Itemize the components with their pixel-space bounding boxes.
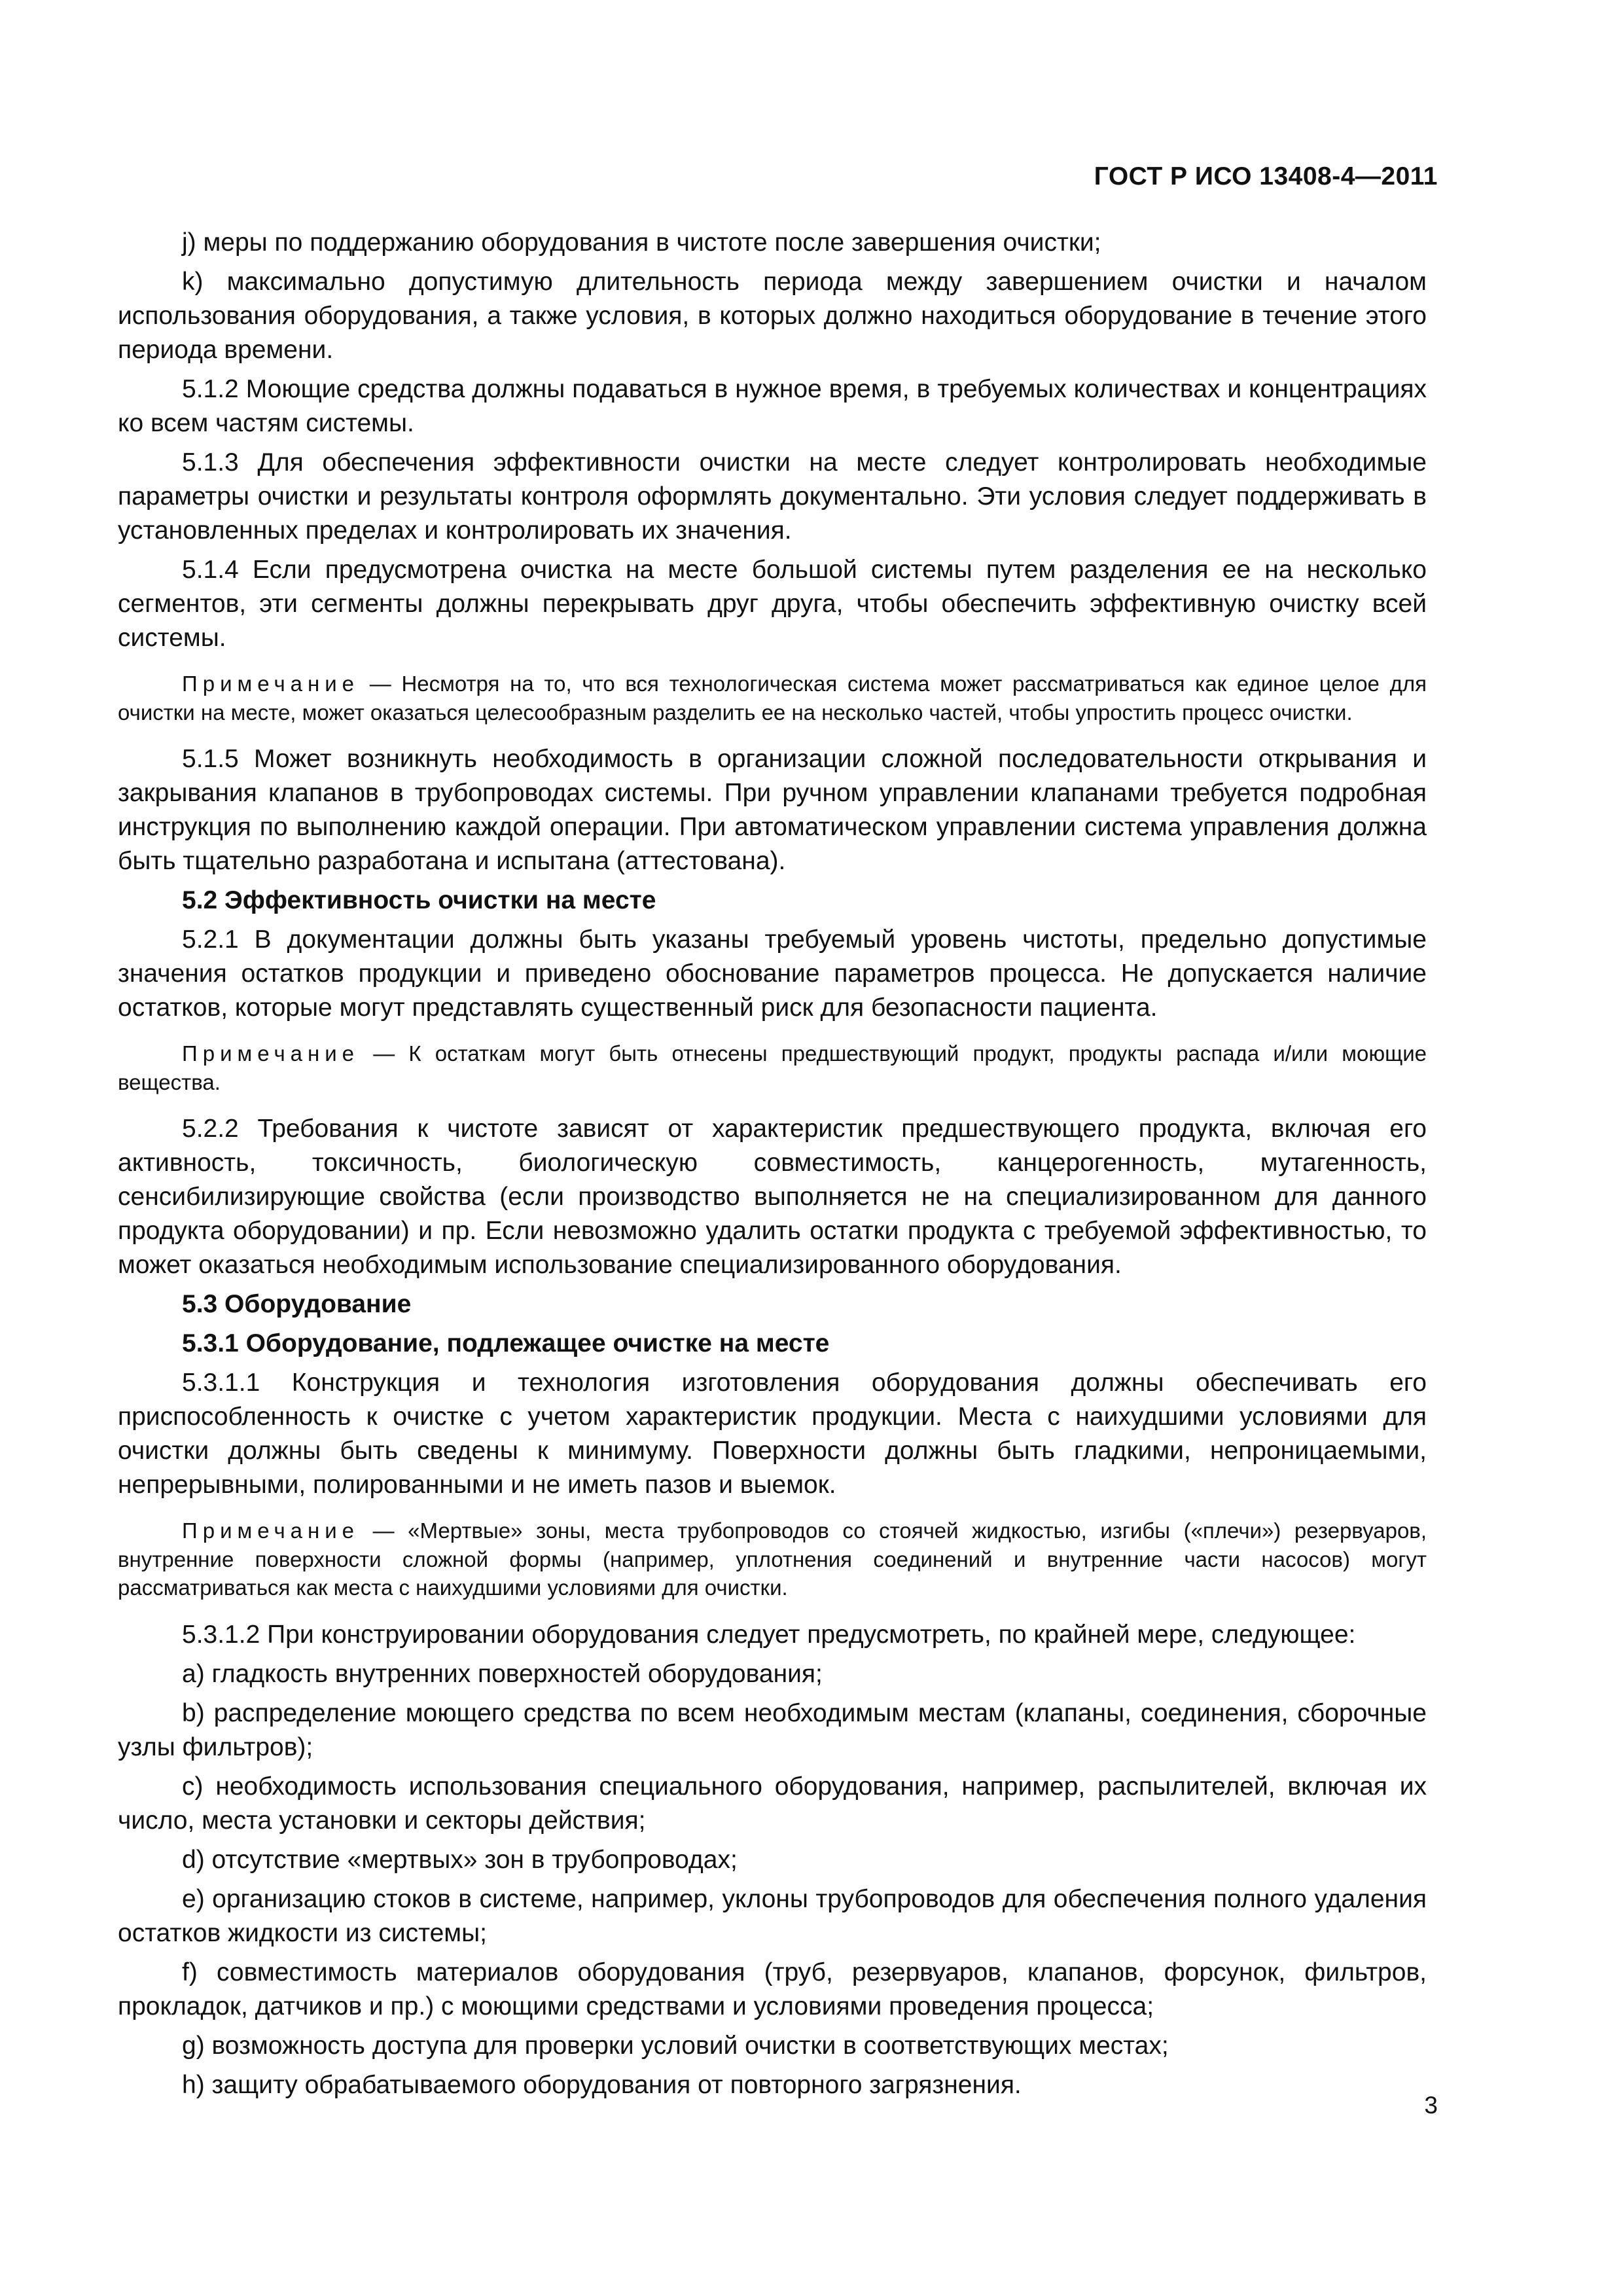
note-label: Примечание [182,1041,360,1066]
paragraph: d) отсутствие «мертвых» зон в трубопроводах; [182,1845,738,1874]
paragraph: k) максимально допустимую длительность периода между завершением очистки и началом использования оборудования, а также условия, в которых должно находиться оборудование в течение этого периода времени. [118,268,1427,364]
paragraph: 5.1.3 Для обеспечения эффективности очистки на месте следует контролировать необходимые параметры очистки и результаты контроля оформлять документально. Эти условия следует поддерживать в установленных пределах и контролировать их значения. [118,448,1427,545]
paragraph: g) возможность доступа для проверки условий очистки в соответствующих местах; [182,2031,1169,2060]
document-body [118,226,1427,2108]
page-number: 3 [1424,2092,1438,2119]
paragraph: j) меры по поддержанию оборудования в чистоте после завершения очистки; [182,228,1101,257]
paragraph: 5.2.2 Требования к чистоте зависят от характеристик предшествующего продукта, включая его активность, токсичность, биологическую совместимость, канцерогенность, мутагенность, сенсибилизирующие свойства (если производство выполняется не на специализированном для данного продукта оборудовании) и пр. Если невозможно удалить остатки продукта с требуемой эффективностью, то может оказаться необходимым использование специализированного оборудования. [118,1115,1427,1279]
note-label: Примечание [182,1518,360,1543]
paragraph: a) гладкость внутренних поверхностей оборудования; [182,1659,823,1688]
paragraph: e) организацию стоков в системе, например, уклоны трубопроводов для обеспечения полного удаления остатков жидкости из системы; [118,1884,1427,1947]
paragraph: f) совместимость материалов оборудования (труб, резервуаров, клапанов, форсунок, фильтров, прокладок, датчиков и пр.) с моющими средствами и условиями проведения процесса; [118,1958,1427,2020]
document-header: ГОСТ Р ИСО 13408-4—2011 [1094,162,1438,190]
paragraph: b) распределение моющего средства по всем необходимым местам (клапаны, соединения, сборочные узлы фильтров); [118,1698,1427,1761]
note [118,1516,1427,1602]
paragraph: 5.1.4 Если предусмотрена очистка на месте большой системы путем разделения ее на несколько сегментов, эти сегменты должны перекрывать друг друга, чтобы обеспечить эффективную очистку всей системы. [118,556,1427,652]
section-heading: 5.2 Эффективность очистки на месте [182,886,656,914]
paragraph: 5.3.1.2 При конструировании оборудования следует предусмотреть, по крайней мере, следующее: [182,1620,1356,1649]
paragraph: 5.1.2 Моющие средства должны подаваться в нужное время, в требуемых количествах и концентрациях ко всем частям системы. [118,375,1427,437]
paragraph: h) защиту обрабатываемого оборудования от повторного загрязнения. [182,2070,1022,2099]
note-text: — «Мертвые» зоны, места трубопроводов со стоячей жидкостью, изгибы («плечи») резервуаров, внутренние поверхности сложной формы (например, уплотнения соединений и внутренние части насосов) могут рассматриваться как места с наихудшими условиями для очистки. [118,1518,1427,1600]
note-text: — К остаткам могут быть отнесены предшествующий продукт, продукты распада и/или моющие вещества. [118,1041,1427,1094]
paragraph: c) необходимость использования специального оборудования, например, распылителей, включая их число, места установки и секторы действия; [118,1772,1427,1835]
paragraph: 5.2.1 В документации должны быть указаны требуемый уровень чистоты, предельно допустимые значения остатков продукции и приведено обоснование параметров процесса. Не допускается наличие остатков, которые могут представлять существенный риск для безопасности пациента. [118,925,1427,1022]
note-text: — Несмотря на то, что вся технологическая система может рассматриваться как единое целое для очистки на месте, может оказаться целесообразным разделить ее на несколько частей, чтобы упростить процесс очистки. [118,672,1427,725]
note-label: Примечание [182,672,360,696]
paragraph: 5.1.5 Может возникнуть необходимость в организации сложной последовательности открывания и закрывания клапанов в трубопроводах системы. При ручном управлении клапанами требуется подробная инструкция по выполнению каждой операции. При автоматическом управлении система управления должна быть тщательно разработана и испытана (аттестована). [118,745,1427,875]
section-heading: 5.3 Оборудование [182,1290,412,1318]
note [118,1039,1427,1096]
section-heading: 5.3.1 Оборудование, подлежащее очистке на месте [182,1329,830,1357]
note [118,670,1427,726]
paragraph: 5.3.1.1 Конструкция и технология изготовления оборудования должны обеспечивать его приспособленность к очистке с учетом характеристик продукции. Места с наихудшими условиями для очистки должны быть сведены к минимуму. Поверхности должны быть гладкими, непроницаемыми, непрерывными, полированными и не иметь пазов и выемок. [118,1369,1427,1499]
